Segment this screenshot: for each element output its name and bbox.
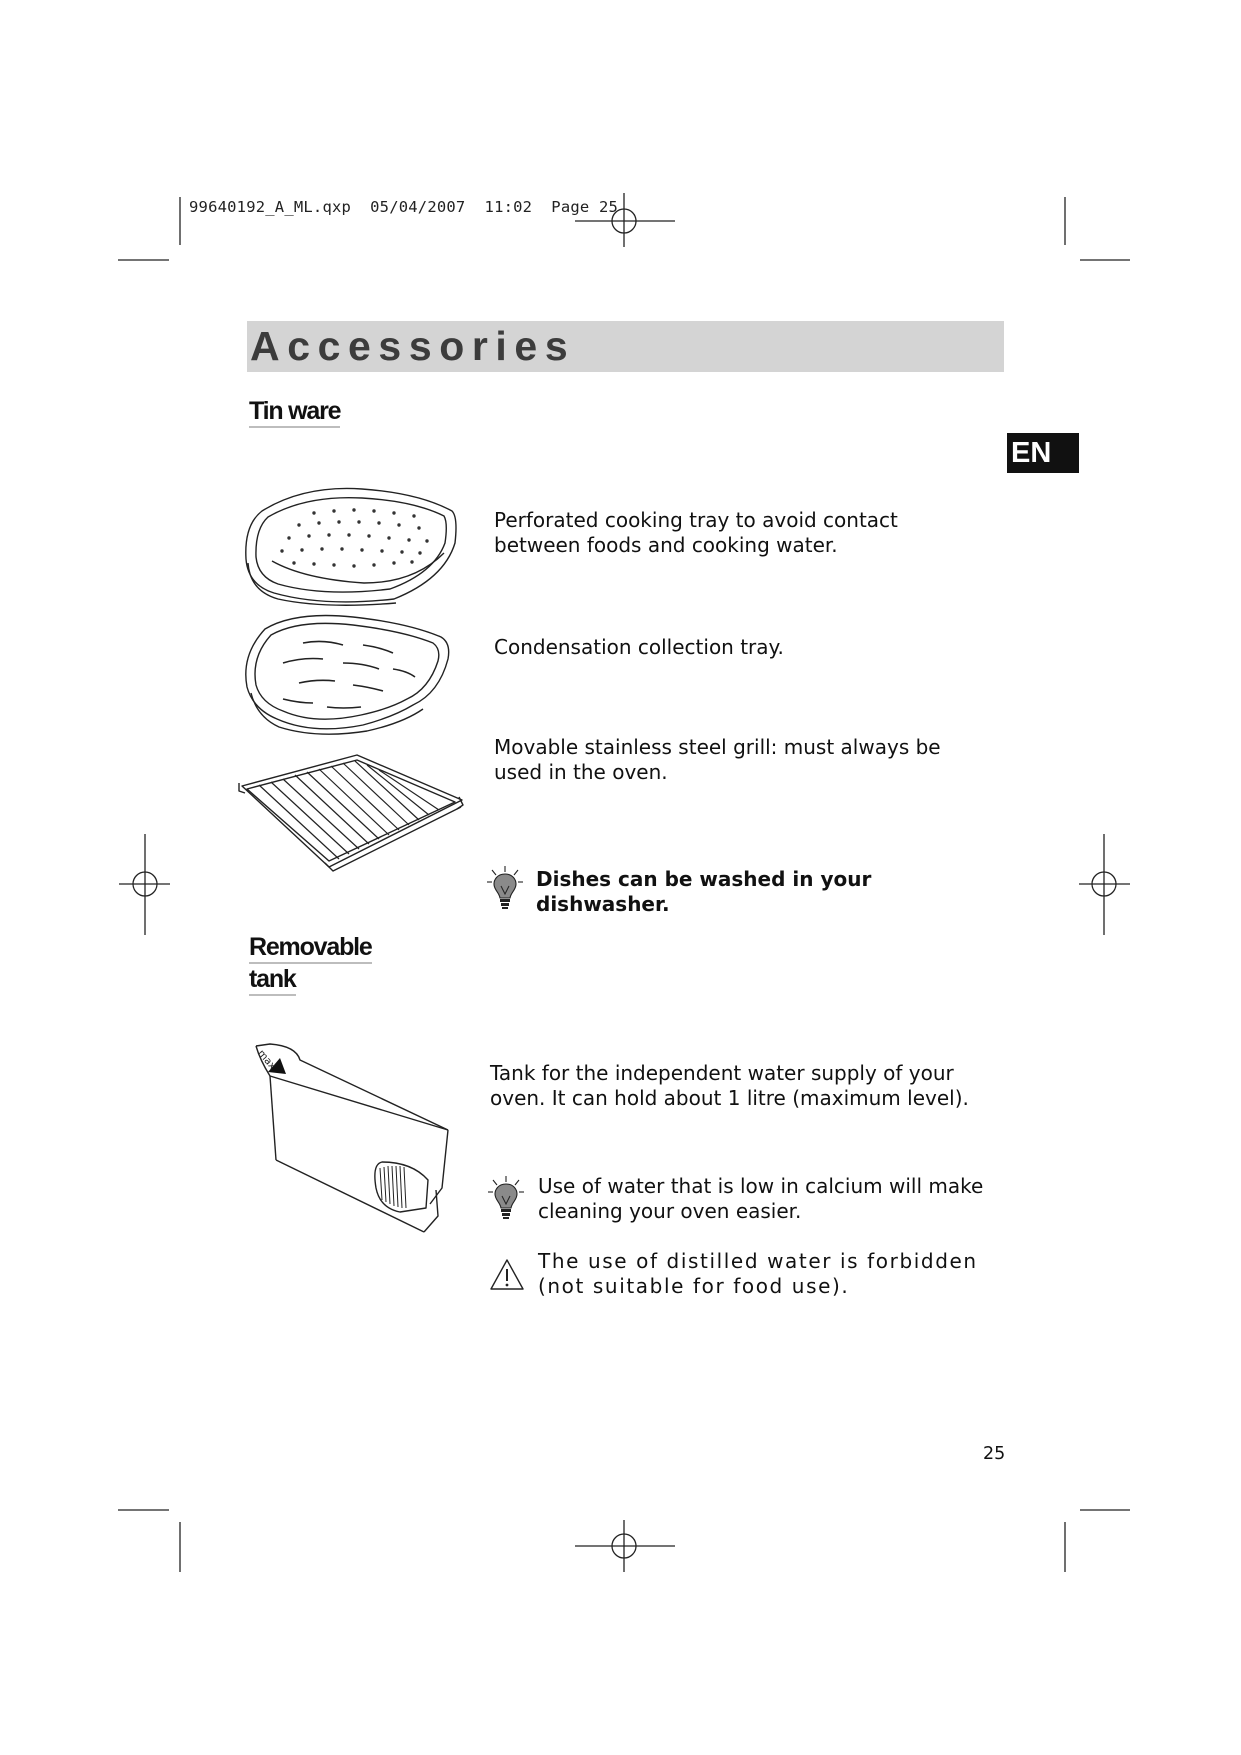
condensation-tray-text: Condensation collection tray.	[494, 635, 784, 659]
language-badge: EN	[1007, 433, 1079, 473]
removable-tank-heading-line1: Removable	[249, 932, 372, 964]
lightbulb-tip-icon-2	[488, 1174, 524, 1222]
removable-tank-heading	[249, 932, 372, 996]
slug-time: 11:02	[484, 198, 533, 216]
slug-date: 05/04/2007	[370, 198, 466, 216]
water-tank-illustration	[252, 1040, 462, 1240]
tank-description-text: Tank for the independent water supply of your oven. It can hold about 1 litre (maximum level).	[490, 1061, 969, 1110]
slug-file: 99640192_A_ML.qxp	[189, 198, 352, 216]
page-title: Accessories	[250, 323, 576, 369]
grill-text: Movable stainless steel grill: must always be used in the oven.	[494, 735, 941, 784]
dishwasher-tip-text: Dishes can be washed in your dishwasher.	[536, 867, 872, 916]
perforated-tray-text: Perforated cooking tray to avoid contact between foods and cooking water.	[494, 508, 898, 557]
print-slug	[189, 198, 618, 216]
warning-icon	[489, 1258, 525, 1292]
lightbulb-tip-icon	[487, 864, 523, 912]
distilled-water-warning-text: The use of distilled water is forbidden (not suitable for food use).	[538, 1249, 978, 1298]
condensation-tray-illustration	[243, 613, 453, 738]
page-number: 25	[983, 1444, 1006, 1464]
calcium-tip-text: Use of water that is low in calcium will make cleaning your oven easier.	[538, 1174, 984, 1223]
grill-illustration	[237, 745, 465, 873]
slug-page: Page 25	[551, 198, 619, 216]
tin-ware-heading	[249, 396, 340, 428]
removable-tank-heading-line2: tank	[249, 964, 296, 996]
tank-max-label: max	[255, 1048, 278, 1072]
section-title-bar	[247, 321, 1004, 372]
perforated-tray-illustration	[244, 483, 460, 608]
tin-ware-heading-text: Tin ware	[249, 396, 340, 428]
